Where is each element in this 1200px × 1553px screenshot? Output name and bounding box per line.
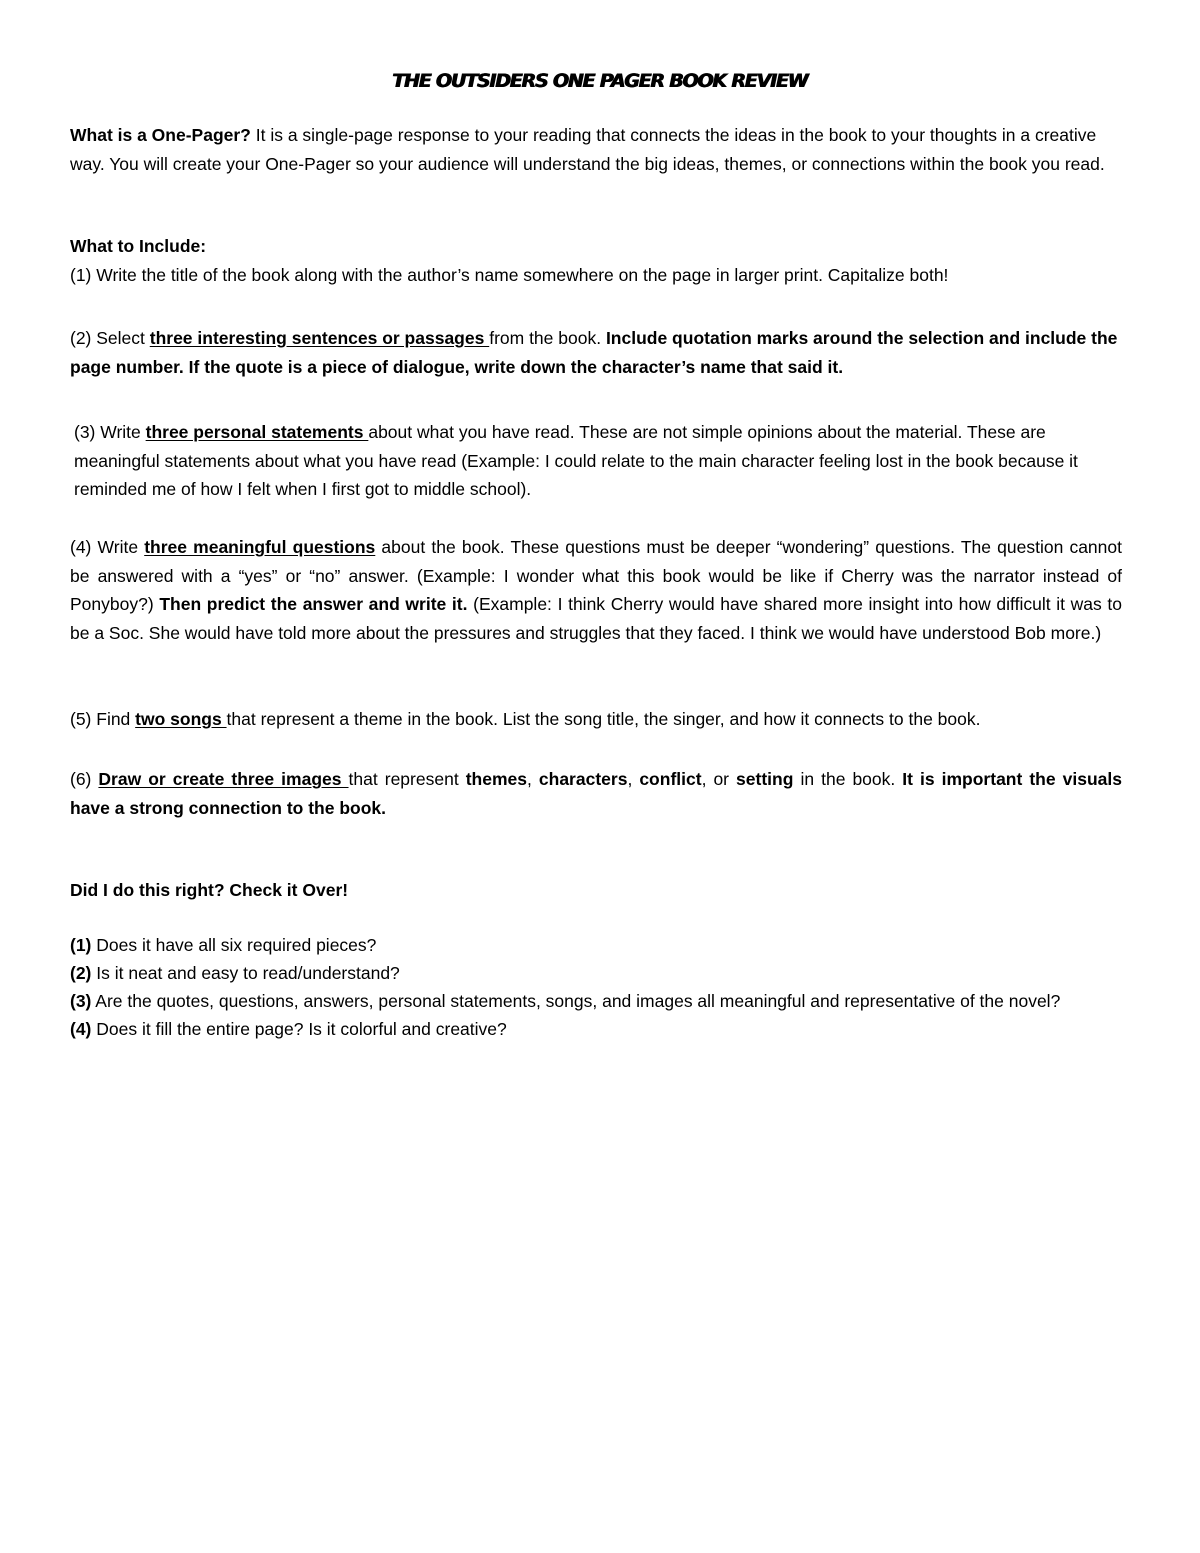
check-section xyxy=(70,876,1122,905)
check-heading: Did I do this right? Check it Over! xyxy=(70,880,349,900)
item-6: (6) Draw or create three images that represent themes, characters, conflict, or setting in the book. It is important the visuals have a strong connection to the book. xyxy=(70,769,1122,818)
item-2-emphasis: three interesting sentences or passages xyxy=(149,328,490,348)
intro-paragraph xyxy=(70,121,1122,178)
item-3-emphasis: three personal statements xyxy=(145,422,369,442)
checklist-item: (1) Does it have all six required pieces? xyxy=(70,935,377,955)
item-4: (4) Write three meaningful questions about the book. These questions must be deeper “wondering” questions. The question cannot be answered with a “yes” or “no” answer. (Example: I wonder what this book would be like if Cherry was the narrator instead of Ponyboy?) Then predict the answer and write it. (Example: I think Cherry would have shared more insight into how difficult it was to be a Soc. She would have told more about the pressures and struggles that they faced. I think we would have understood Bob more.) xyxy=(70,537,1122,643)
item-3: (3) Write three personal statements about what you have read. These are not simple opinions about the material. These are meaningful statements about what you have read (Example: I could relate to the main character feeling lost in the book because it reminded me of how I felt when I first got to middle school). xyxy=(74,422,1078,499)
checklist-item: (2) Is it neat and easy to read/understand? xyxy=(70,963,400,983)
intro-label: What is a One-Pager? xyxy=(70,125,251,145)
item-6-instruction: It is important the visuals have a strong connection to the book. xyxy=(70,769,1122,818)
include-section xyxy=(70,232,1122,289)
checklist xyxy=(70,931,1122,1043)
item-5-emphasis: two songs xyxy=(135,709,227,729)
item-6-emphasis: Draw or create three images xyxy=(98,769,349,789)
item-2: (2) Select three interesting sentences or passages from the book. Include quotation marks around the selection and include the page number. If the quote is a piece of dialogue, write down the character’s name that said it. xyxy=(70,328,1118,377)
checklist-item: (3) Are the quotes, questions, answers, personal statements, songs, and images all meaningful and representative of the novel? xyxy=(70,991,1061,1011)
checklist-item: (4) Does it fill the entire page? Is it colorful and creative? xyxy=(70,1019,507,1039)
page-title: THE OUTSIDERS ONE PAGER BOOK REVIEW xyxy=(392,70,808,92)
item-4-emphasis: three meaningful questions xyxy=(144,537,376,557)
item-2-instruction: Include quotation marks around the selection and include the page number. If the quote is a piece of dialogue, write down the character’s name that said it. xyxy=(70,328,1118,377)
include-heading: What to Include: xyxy=(70,236,207,256)
intro-text: It is a single-page response to your reading that connects the ideas in the book to your thoughts in a creative way. You will create your One-Pager so your audience will understand the big ideas, themes, or connections within the book you read. xyxy=(70,125,1105,174)
item-1: (1) Write the title of the book along with the author’s name somewhere on the page in larger print. Capitalize both! xyxy=(70,264,949,285)
item-5: (5) Find two songs that represent a theme in the book. List the song title, the singer, and how it connects to the book. xyxy=(70,709,981,729)
item-4-instruction: Then predict the answer and write it. xyxy=(159,594,468,614)
